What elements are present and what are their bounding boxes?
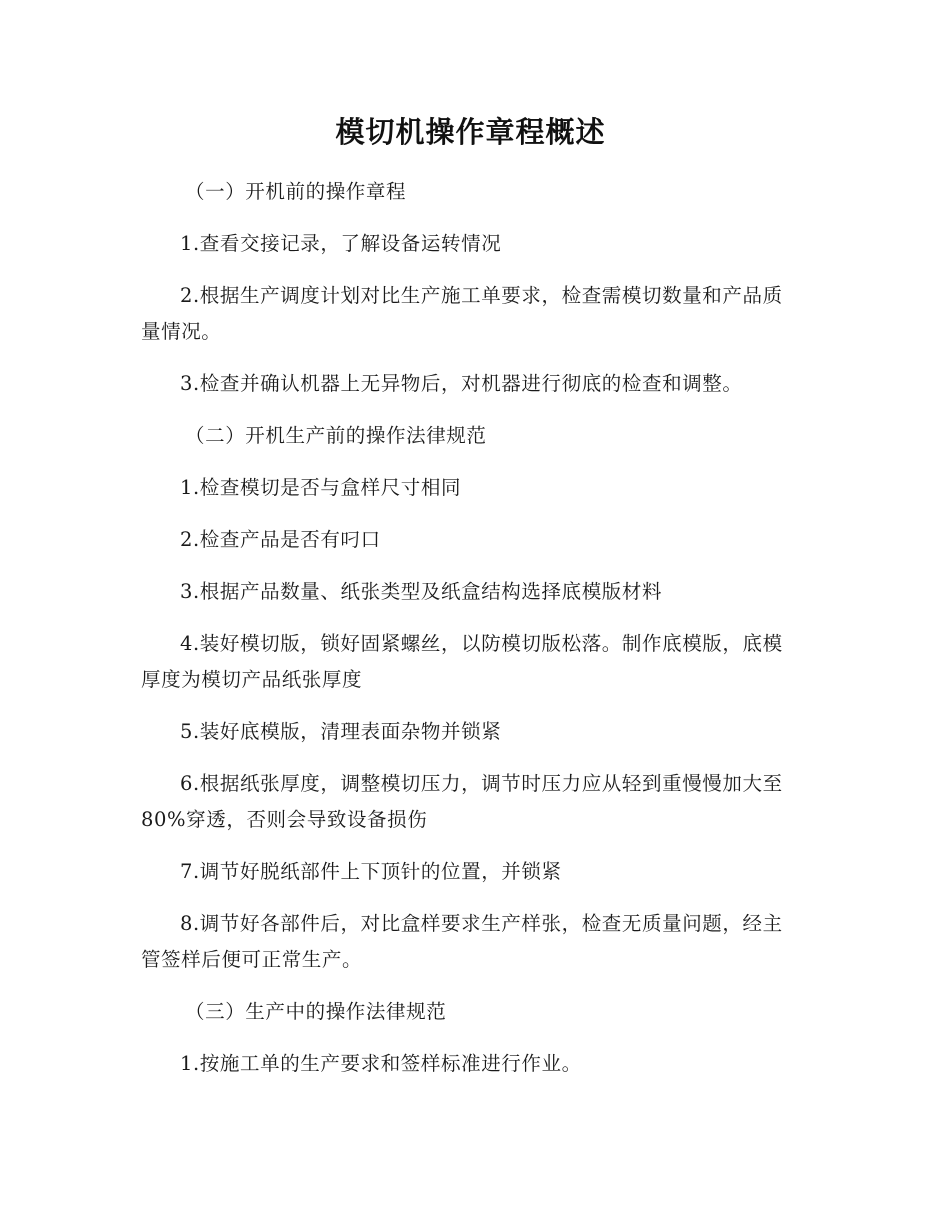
section-heading-1: （一）开机前的操作章程 xyxy=(185,180,407,203)
paragraph: 3.根据产品数量、纸张类型及纸盒结构选择底模版材料 xyxy=(180,580,663,603)
paragraph: 7.调节好脱纸部件上下顶针的位置，并锁紧 xyxy=(180,860,562,883)
paragraph: 8.调节好各部件后，对比盒样要求生产样张，检查无质量问题，经主管签样后便可正常生产。 xyxy=(141,912,783,971)
page-title: 模切机操作章程概述 xyxy=(335,115,606,149)
paragraph: 2.根据生产调度计划对比生产施工单要求，检查需模切数量和产品质量情况。 xyxy=(141,284,783,343)
paragraph: 5.装好底模版，清理表面杂物并锁紧 xyxy=(180,720,502,743)
section-heading-3: （三）生产中的操作法律规范 xyxy=(185,1000,447,1023)
paragraph: 1.检查模切是否与盒样尺寸相同 xyxy=(180,476,462,499)
section-heading-2: （二）开机生产前的操作法律规范 xyxy=(185,424,487,447)
paragraph: 2.检查产品是否有叼口 xyxy=(180,528,381,551)
paragraph: 1.查看交接记录，了解设备运转情况 xyxy=(180,232,502,255)
paragraph: 1.按施工单的生产要求和签样标准进行作业。 xyxy=(180,1052,582,1075)
paragraph: 4.装好模切版，锁好固紧螺丝，以防模切版松落。制作底模版，底模厚度为模切产品纸张厚度 xyxy=(141,632,783,691)
paragraph: 3.检查并确认机器上无异物后，对机器进行彻底的检查和调整。 xyxy=(180,372,743,395)
paragraph: 6.根据纸张厚度，调整模切压力，调节时压力应从轻到重慢慢加大至80%穿透，否则会导致设备损伤 xyxy=(141,772,783,831)
